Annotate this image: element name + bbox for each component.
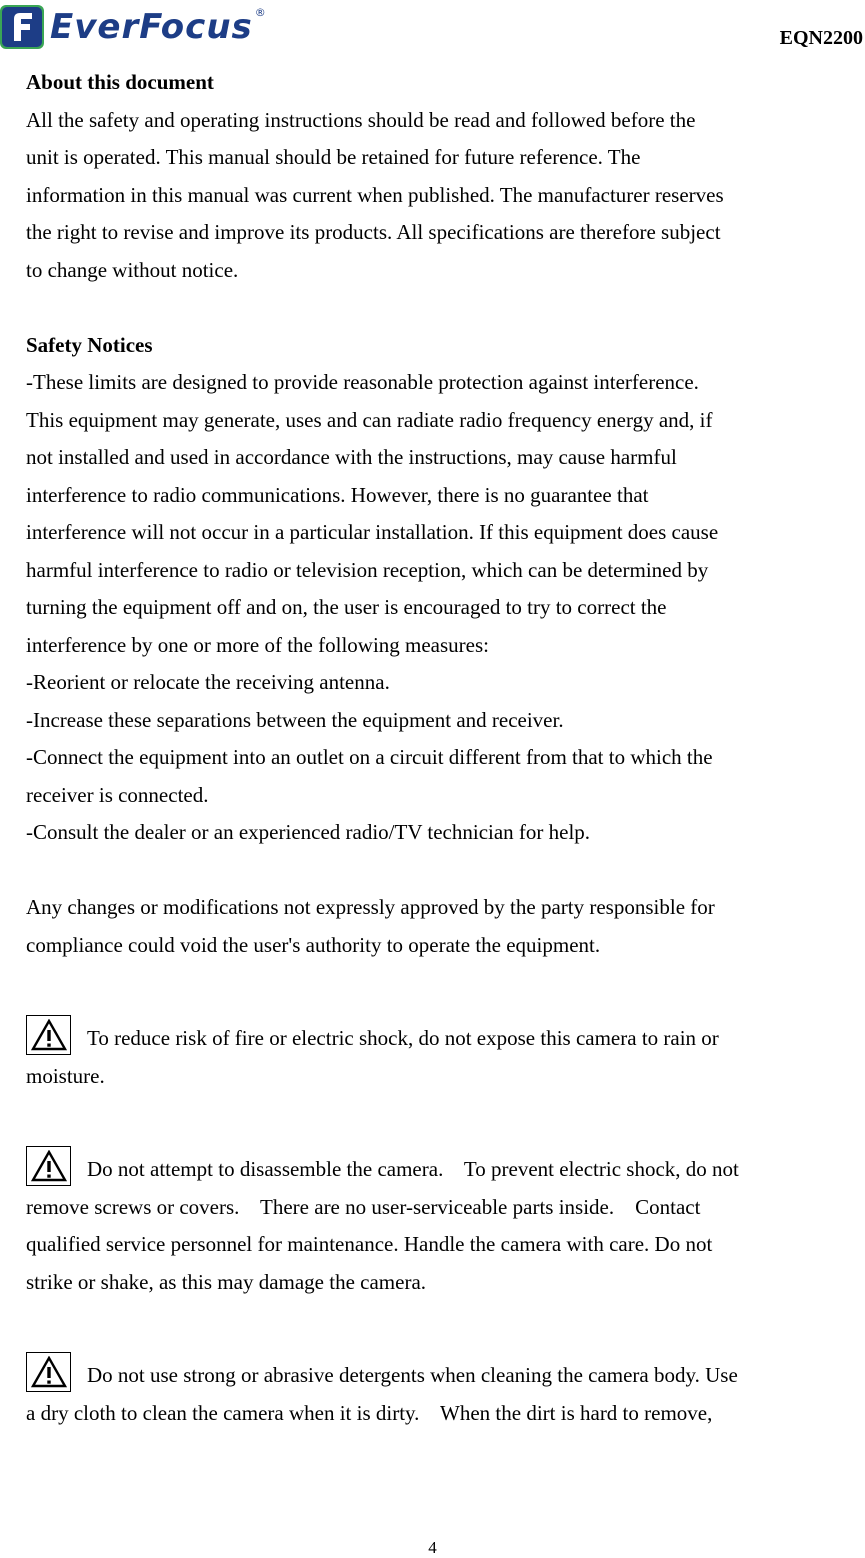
safety-line: interference will not occur in a particular installation. If this equipment does cause — [26, 520, 719, 544]
safety-line: This equipment may generate, uses and can radiate radio frequency energy and, if — [26, 407, 713, 432]
safety-line: harmful interference to radio or television reception, which can be determined by — [26, 557, 709, 582]
about-line: to change without notice. — [26, 257, 239, 282]
brand-logo — [0, 4, 266, 50]
safety-line: -These limits are designed to provide reasonable protection against interference. — [26, 370, 699, 394]
safety-line: not installed and used in accordance with the instructions, may cause harmful — [26, 445, 677, 469]
warning-text: remove screws or covers. There are no user-serviceable parts inside. Contact — [26, 1194, 701, 1219]
about-line: unit is operated. This manual should be retained for future reference. The — [26, 145, 641, 169]
safety-line: interference by one or more of the following measures: — [26, 632, 489, 657]
warning-first-line — [26, 1002, 864, 1058]
warning-notice — [26, 1133, 864, 1302]
safety-heading: Safety Notices — [26, 332, 153, 357]
warning-triangle-icon — [31, 1356, 67, 1388]
warning-text: a dry cloth to clean the camera when it is dirty. When the dirt is hard to remove, — [26, 1400, 713, 1425]
warning-text: Do not attempt to disassemble the camera. To prevent electric shock, do not — [87, 1157, 739, 1181]
safety-line: -Consult the dealer or an experienced radio/TV technician for help. — [26, 820, 591, 844]
warning-notice — [26, 1002, 864, 1096]
warning-text: moisture. — [26, 1063, 105, 1088]
about-line: information in this manual was current when published. The manufacturer reserves — [26, 182, 724, 207]
brand-name: EverFocus — [50, 7, 253, 47]
registered-mark: ® — [254, 6, 266, 19]
everfocus-logo-icon — [0, 5, 44, 49]
document-body — [26, 64, 864, 1432]
warning-text: Do not use strong or abrasive detergents when cleaning the camera body. Use — [87, 1363, 738, 1387]
warning-text: strike or shake, as this may damage the camera. — [26, 1269, 427, 1294]
warning-text: qualified service personnel for maintenance. Handle the camera with care. Do not — [26, 1232, 713, 1256]
safety-line: interference to radio communications. However, there is no guarantee that — [26, 482, 649, 507]
about-line: the right to revise and improve its products. All specifications are therefore subject — [26, 220, 721, 244]
model-number: EQN2200 — [779, 27, 863, 49]
warning-icon-box — [26, 1146, 71, 1186]
safety-line: turning the equipment off and on, the user is encouraged to try to correct the — [26, 595, 667, 619]
safety-line: receiver is connected. — [26, 782, 209, 807]
warning-first-line — [26, 1133, 864, 1189]
spacer — [26, 1095, 864, 1133]
spacer — [26, 1301, 864, 1339]
safety-line: -Reorient or relocate the receiving antenna. — [26, 670, 390, 694]
changes-line: compliance could void the user's authority to operate the equipment. — [26, 932, 601, 957]
warning-triangle-icon — [31, 1150, 67, 1182]
about-line: All the safety and operating instructions should be read and followed before the — [26, 107, 696, 132]
warning-text: To reduce risk of fire or electric shock, do not expose this camera to rain or — [87, 1026, 719, 1050]
safety-line: -Increase these separations between the equipment and receiver. — [26, 707, 564, 732]
spacer — [26, 852, 864, 890]
warning-icon-box — [26, 1352, 71, 1392]
spacer — [26, 289, 864, 327]
warning-notice — [26, 1339, 864, 1433]
page-number: 4 — [428, 1538, 437, 1557]
warning-icon-box — [26, 1015, 71, 1055]
warning-first-line — [26, 1339, 864, 1395]
about-heading: About this document — [26, 70, 214, 94]
safety-line: -Connect the equipment into an outlet on a circuit different from that to which the — [26, 745, 713, 769]
changes-line: Any changes or modifications not expressly approved by the party responsible for — [26, 895, 715, 919]
warning-triangle-icon — [31, 1019, 67, 1051]
spacer — [26, 964, 864, 1002]
